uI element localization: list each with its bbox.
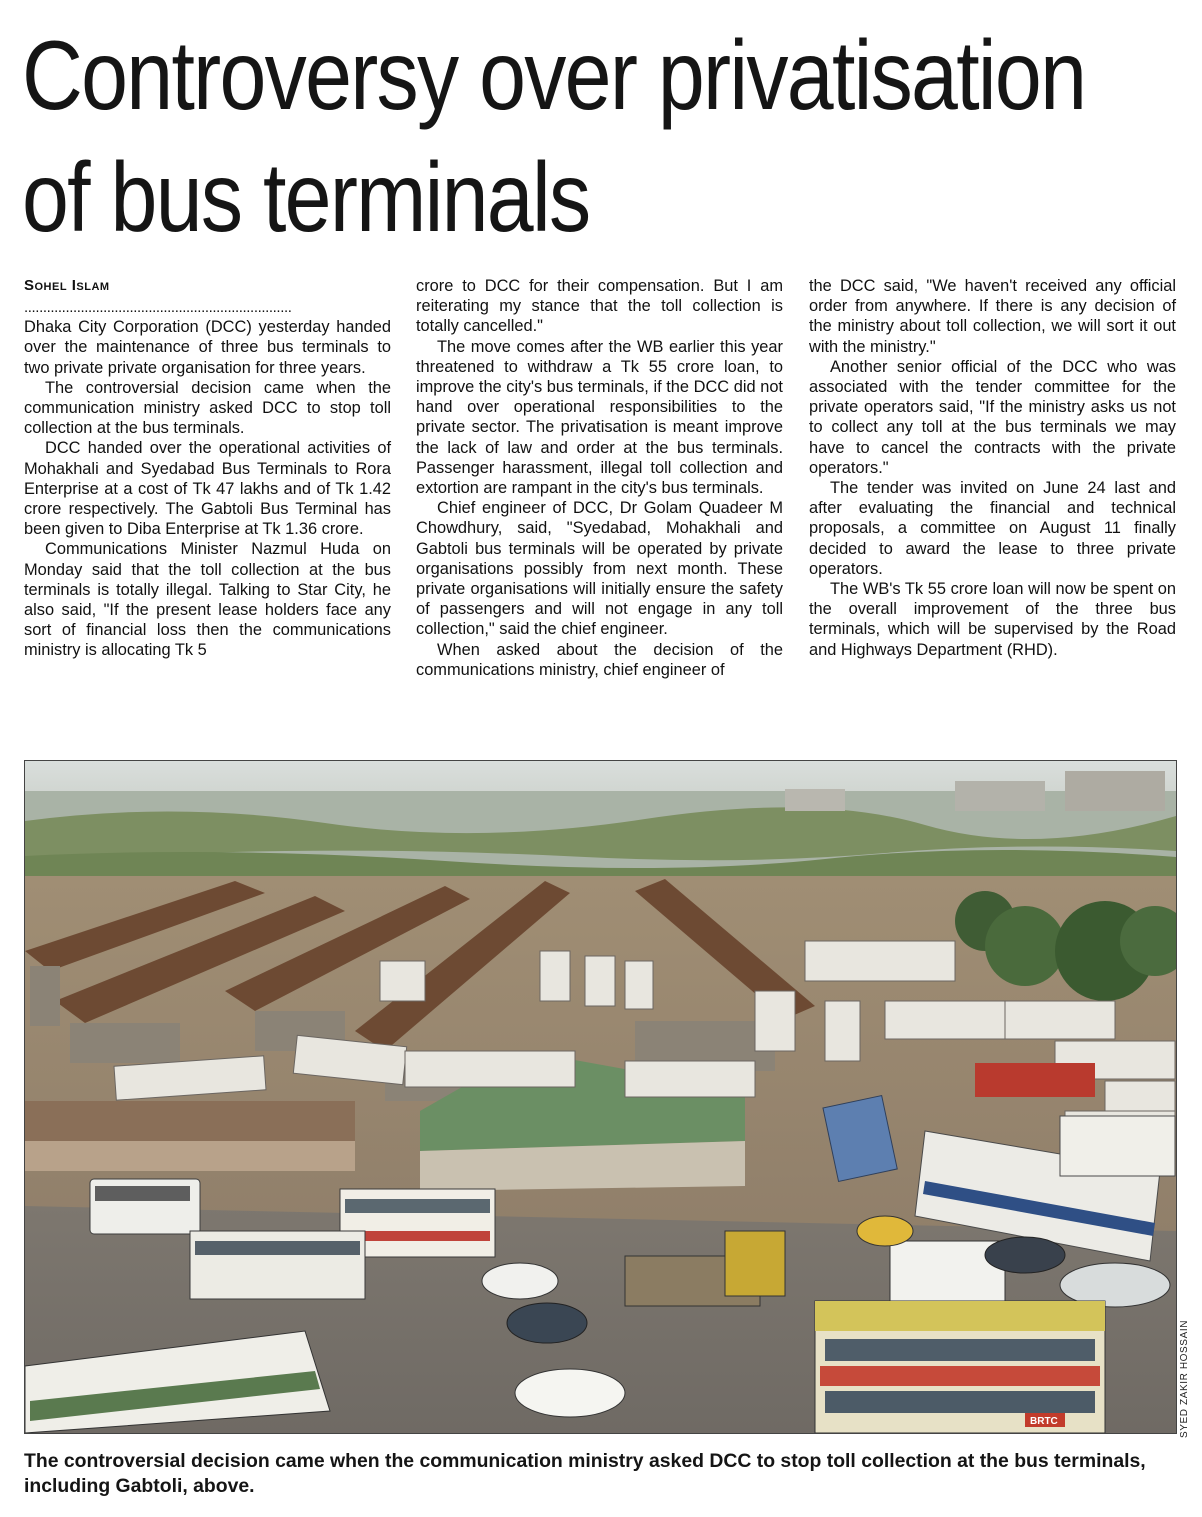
byline-divider: ....................................................................... (24, 299, 292, 317)
article-column-2 (416, 276, 783, 680)
paragraph: The tender was invited on June 24 last and after evaluating the financial and technical proposals, a committee on August 11 finally decided to award the lease to three private operators. (809, 479, 1176, 578)
article-column-3 (809, 276, 1176, 660)
article-body (24, 276, 1176, 736)
bus-terminal-photo (24, 760, 1177, 1434)
paragraph: Communications Minister Nazmul Huda on Monday said that the toll collection at the bus terminals is totally illegal. Talking to Star City, he also said, "If the present lease holders face any sort of financial loss then the communications ministry is allocating Tk 5 (24, 540, 391, 660)
paragraph: DCC handed over the operational activities of Mohakhali and Syedabad Bus Terminals to Rora Enterprise at a cost of Tk 47 lakhs and of Tk 1.42 crore respectively. The Gabtoli Bus Terminal has been given to Diba Enterprise at Tk 1.36 crore. (24, 439, 391, 539)
paragraph: Another senior official of the DCC who was associated with the tender committee for the private operators said, "If the ministry asks us not to collect any toll at the bus terminals we may have to cancel the contracts with the private operators." (809, 357, 1176, 477)
paragraph: Dhaka City Corporation (DCC) yesterday handed over the maintenance of three bus terminals to two private private organisation for three years. (24, 318, 391, 377)
headline (22, 14, 1086, 258)
article-column-1 (24, 276, 391, 661)
paragraph: The controversial decision came when the communication ministry asked DCC to stop toll collection at the bus terminals. (24, 378, 391, 438)
paragraph: crore to DCC for their compensation. But I am reiterating my stance that the toll collection is totally cancelled." (416, 277, 783, 336)
photo-credit-text: SYED ZAKIR HOSSAIN (1179, 1319, 1190, 1438)
photo-caption: The controversial decision came when the communication ministry asked DCC to stop toll collection at the bus terminals, including Gabtoli, above. (24, 1450, 1146, 1497)
bus-sign-text: BRTC (1030, 1416, 1058, 1427)
byline: Sohel Islam (24, 277, 110, 294)
paragraph: The WB's Tk 55 crore loan will now be spent on the overall improvement of the three bus terminals, which will be supervised by the Road and Highways Department (RHD). (809, 580, 1176, 659)
paragraph: The move comes after the WB earlier this year threatened to withdraw a Tk 55 crore loan, to improve the city's bus terminals, if the DCC did not hand over operational responsibilities to the private sector. The privatisation is meant improve the lack of law and order at the bus terminals. Passenger harassment, illegal toll collection and extortion are rampant in the city's bus terminals. (416, 337, 783, 498)
photo-credit (1175, 1300, 1197, 1440)
paragraph: Chief engineer of DCC, Dr Golam Quadeer M Chowdhury, said, "Syedabad, Mohakhali and Gabtoli bus terminals will be operated by private organisations possibly from next month. These private organisations will initially ensure the safety of passengers and will not engage in any toll collection," said the chief engineer. (416, 499, 783, 639)
photo-illustration (25, 761, 1176, 1433)
paragraph: the DCC said, "We haven't received any official order from anywhere. If there is any decision of the ministry about toll collection, we will sort it out with the ministry." (809, 277, 1176, 356)
headline-line-1: Controversy over privatisation (22, 20, 1086, 130)
paragraph: When asked about the decision of the communications ministry, chief engineer of (416, 640, 783, 679)
headline-line-2: of bus terminals (22, 142, 590, 252)
